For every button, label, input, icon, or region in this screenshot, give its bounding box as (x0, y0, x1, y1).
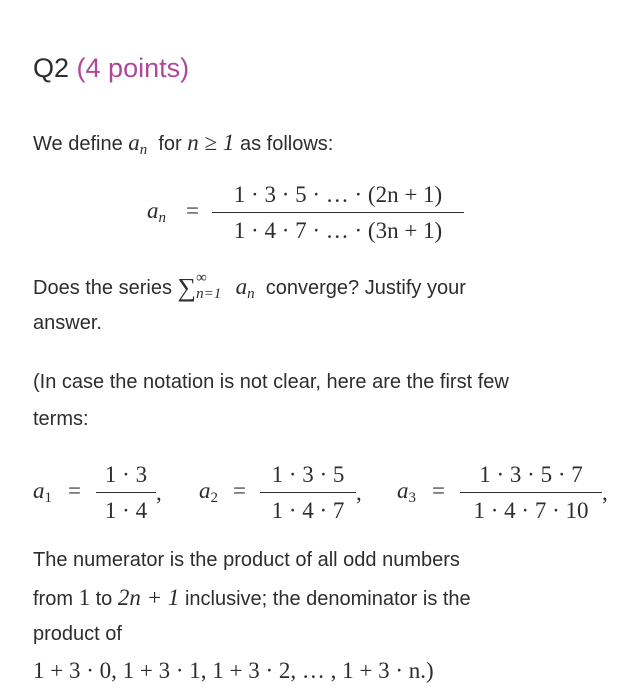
example-3-numerator: 1 · 3 · 5 · 7 (479, 462, 583, 487)
example-3-var: a (397, 478, 409, 503)
fraction-bar (260, 492, 356, 493)
formula-fraction (212, 180, 464, 246)
series-lead: Does the series (33, 277, 172, 299)
fraction-bar (212, 212, 464, 213)
example-3-label (397, 478, 416, 507)
explanation-sequence: 1 + 3 · 0, 1 + 3 · 1, 1 + 3 · 2, … , 1 + 3 · n.) (33, 658, 434, 683)
definition-for: for (158, 133, 182, 155)
series-term: a (235, 274, 248, 299)
formula-lhs-var: a (147, 198, 159, 223)
hint-line1: (In case the notation is not clear, here are the first few (33, 371, 509, 393)
example-3-sub: 3 (408, 490, 416, 506)
sum-upper: ∞ (196, 270, 207, 286)
example-1-denominator: 1 · 4 (104, 498, 148, 523)
example-1-label (33, 478, 52, 507)
definition-line (33, 124, 333, 169)
example-3-fraction (460, 460, 602, 526)
example-2-comma: , (356, 480, 362, 505)
example-2-var: a (199, 478, 211, 503)
explanation-from: from (33, 588, 73, 610)
sum-icon: ∑ (177, 273, 197, 302)
example-terms (0, 456, 618, 536)
series-term-sub: n (247, 286, 255, 302)
explanation-line2 (33, 579, 471, 618)
formula-lhs-sub: n (158, 210, 166, 226)
hint-line2: terms: (33, 408, 89, 430)
explanation-math-2: 2n + 1 (117, 585, 180, 610)
sum-lower: n=1 (196, 286, 222, 302)
explanation-math-1: 1 (78, 585, 91, 610)
example-1-var: a (33, 478, 45, 503)
example-3-comma: , (602, 480, 608, 505)
example-2-numerator: 1 · 3 · 5 (271, 462, 345, 487)
explanation-line3: product of (33, 623, 122, 645)
question-title (33, 50, 189, 86)
series-question-line2: answer. (33, 312, 102, 334)
example-2-equals: = (233, 478, 246, 503)
example-1-equals: = (68, 478, 81, 503)
definition-trail: as follows: (239, 133, 334, 155)
explanation-inclusive: inclusive; the denominator is the (184, 588, 471, 610)
formula-lhs (147, 198, 166, 227)
definition-var: a (128, 130, 140, 155)
example-1-numerator: 1 · 3 (104, 462, 148, 487)
formula-equals: = (186, 198, 199, 223)
main-formula (0, 176, 618, 256)
example-2-denominator: 1 · 4 · 7 (271, 498, 345, 523)
definition-condition: n ≥ 1 (187, 130, 235, 155)
example-3-equals: = (432, 478, 445, 503)
example-2-fraction (260, 460, 356, 526)
formula-denominator: 1 · 4 · 7 · … · (3n + 1) (233, 218, 443, 243)
question-points: (4 points) (76, 53, 190, 83)
explanation-line1: The numerator is the product of all odd numbers (33, 549, 460, 571)
fraction-bar (460, 492, 602, 493)
explanation-to: to (95, 588, 113, 610)
example-1-comma: , (156, 480, 162, 505)
definition-var-sub: n (139, 142, 148, 158)
example-2-sub: 2 (210, 490, 218, 506)
example-3-denominator: 1 · 4 · 7 · 10 (473, 498, 589, 523)
fraction-bar (96, 492, 156, 493)
example-1-sub: 1 (44, 490, 52, 506)
question-number: Q2 (33, 53, 70, 83)
sum-limits (196, 270, 230, 302)
example-2-label (199, 478, 218, 507)
example-1-fraction (96, 460, 156, 526)
definition-lead: We define (33, 133, 123, 155)
series-trail: converge? Justify your (265, 277, 466, 299)
formula-numerator: 1 · 3 · 5 · … · (2n + 1) (233, 182, 443, 207)
